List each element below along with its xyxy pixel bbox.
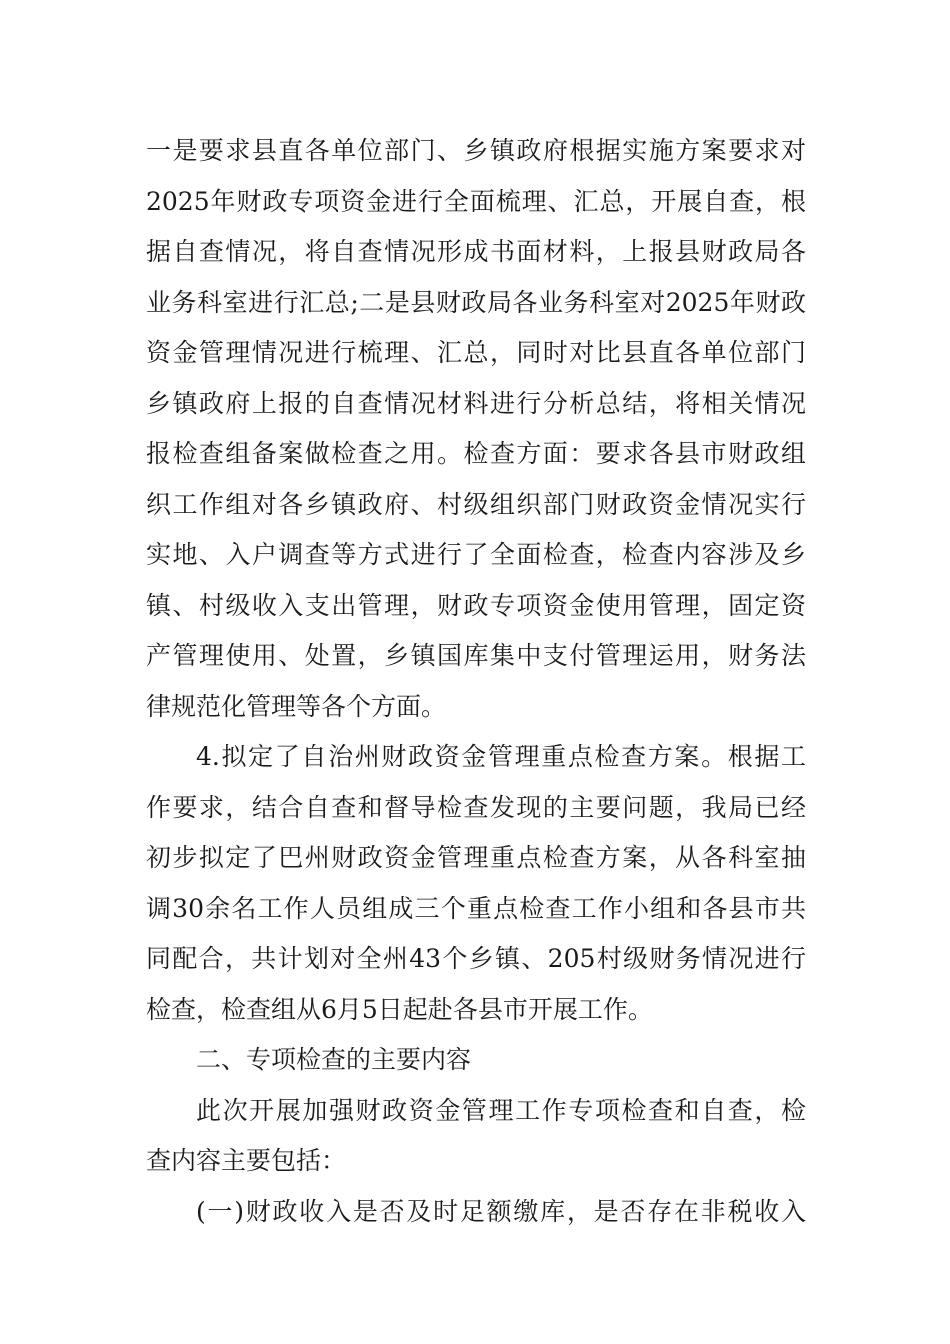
text-line: 镇、村级收入支出管理，财政专项资金使用管理，固定资 xyxy=(146,590,806,620)
heading-text: 二、专项检查的主要内容 xyxy=(196,1045,472,1074)
section-heading xyxy=(146,1035,806,1086)
text-line: 初步拟定了巴州财政资金管理重点检查方案，从各科室抽 xyxy=(146,843,806,872)
text-line: 调30余名工作人员组成三个重点检查工作小组和各县市共 xyxy=(146,893,806,923)
document-page xyxy=(146,126,806,1237)
paragraph-inspection-plan xyxy=(146,732,806,1035)
text-line: 据自查情况，将自查情况形成书面材料，上报县财政局各 xyxy=(146,237,806,266)
paragraph-inspection-content xyxy=(146,1086,806,1187)
text-line: 律规范化管理等各个方面。 xyxy=(146,691,447,721)
paragraph-item-one xyxy=(146,1187,806,1238)
text-line: 2025年财政专项资金进行全面梳理、汇总，开展自查，根 xyxy=(146,186,806,216)
paragraph-self-inspection xyxy=(146,126,806,732)
text-line: 织工作组对各乡镇政府、村级组织部门财政资金情况实行 xyxy=(146,489,806,519)
text-line: 业务科室进行汇总;二是县财政局各业务科室对2025年财政 xyxy=(146,287,806,317)
text-line: 此次开展加强财政资金管理工作专项检查和自查，检 xyxy=(196,1095,806,1125)
text-line: 报检查组备案做检查之用。检查方面：要求各县市财政组 xyxy=(146,439,806,468)
text-line: (一)财政收入是否及时足额缴库，是否存在非税收入 xyxy=(196,1196,806,1226)
text-line: 同配合，共计划对全州43个乡镇、205村级财务情况进行 xyxy=(146,944,806,973)
text-line: 4.拟定了自治州财政资金管理重点检查方案。根据工 xyxy=(196,742,806,771)
text-line: 实地、入户调查等方式进行了全面检查，检查内容涉及乡 xyxy=(146,540,806,569)
text-line: 查内容主要包括： xyxy=(146,1146,347,1175)
text-line: 作要求，结合自查和督导检查发现的主要问题，我局已经 xyxy=(146,792,806,822)
text-line: 资金管理情况进行梳理、汇总，同时对比县直各单位部门 xyxy=(146,338,806,367)
text-line: 产管理使用、处置，乡镇国库集中支付管理运用，财务法 xyxy=(146,641,806,670)
text-line: 一是要求县直各单位部门、乡镇政府根据实施方案要求对 xyxy=(146,136,806,165)
text-line: 检查，检查组从6月5日起赴各县市开展工作。 xyxy=(146,994,653,1024)
text-line: 乡镇政府上报的自查情况材料进行分析总结，将相关情况 xyxy=(146,388,806,418)
